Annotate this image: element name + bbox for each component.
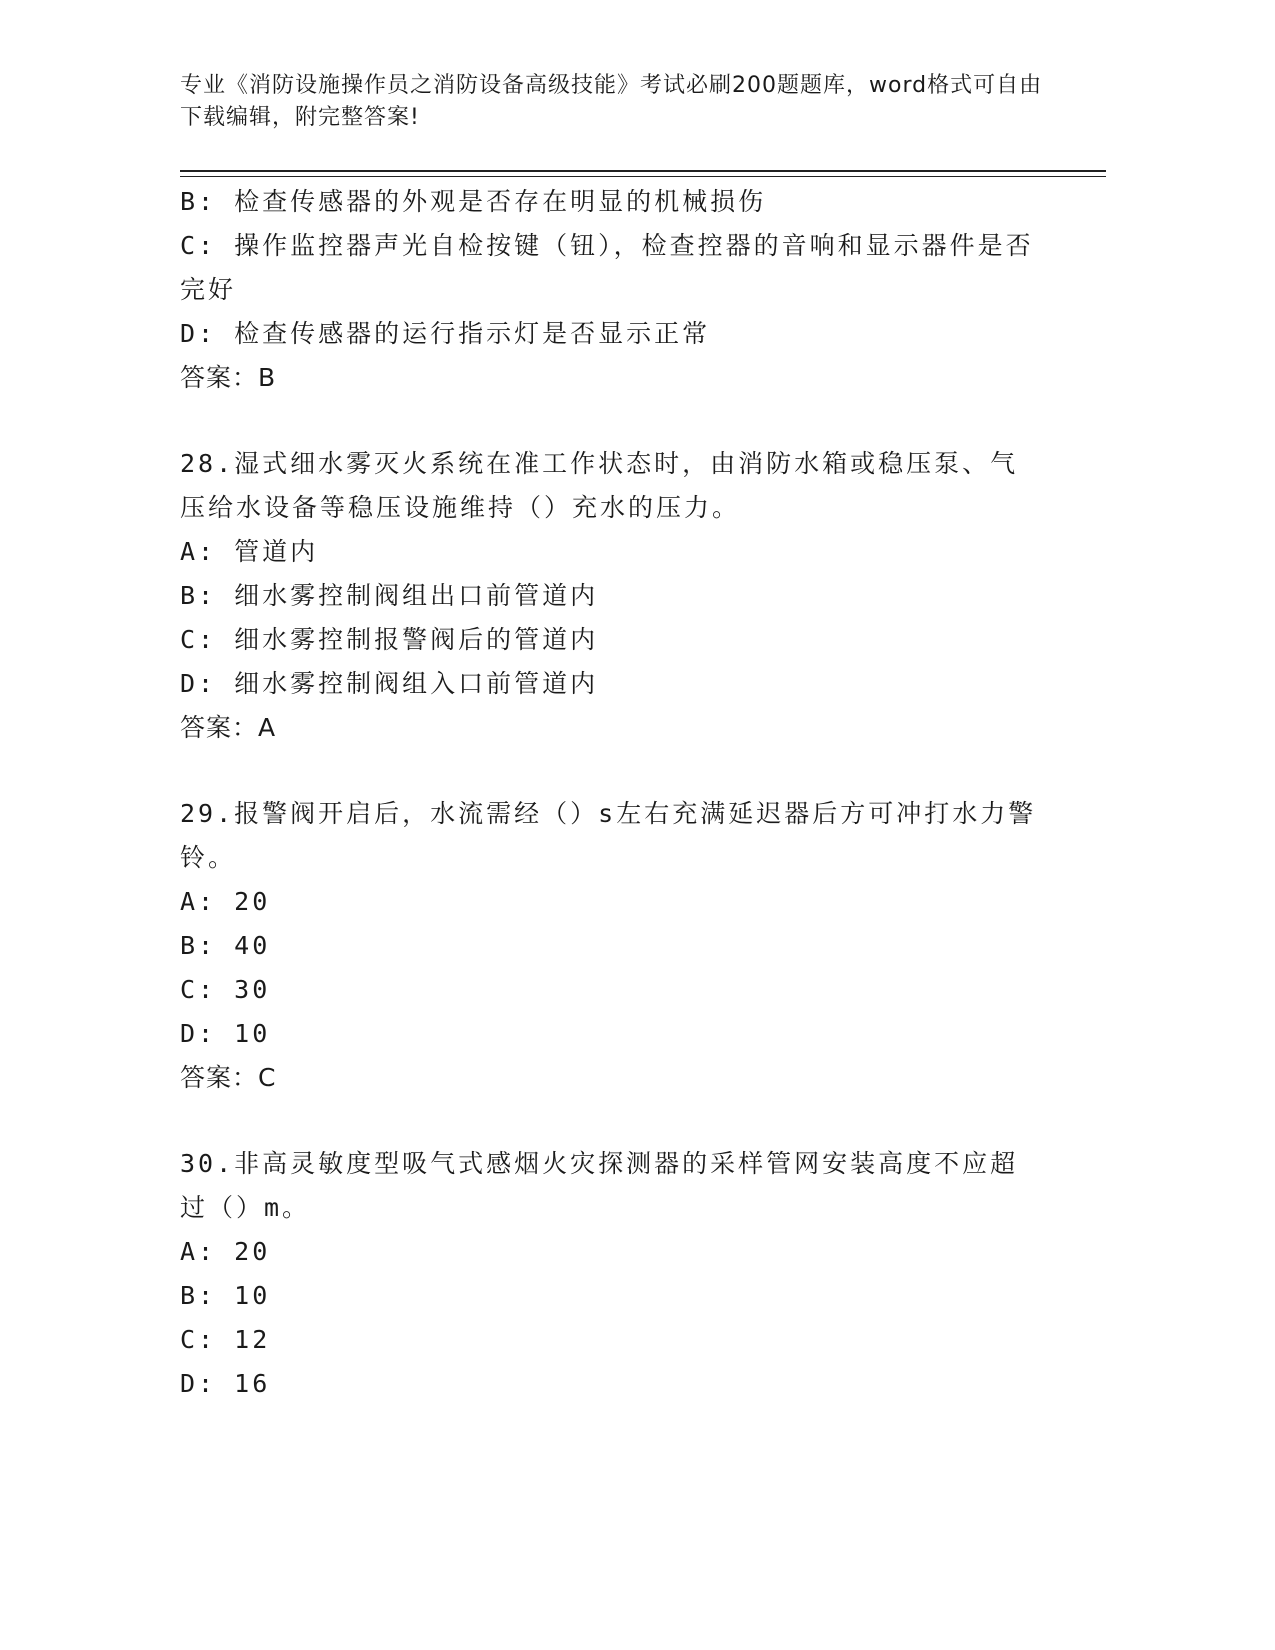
question-27-continued (180, 180, 1040, 400)
question-stem: 28.湿式细水雾灭火系统在准工作状态时，由消防水箱或稳压泵、气压给水设备等稳压设施维持（）充水的压力。 (180, 449, 1019, 522)
document-header: 专业《消防设施操作员之消防设备高级技能》考试必刷200题题库，word格式可自由下载编辑，附完整答案! (180, 73, 1043, 130)
document-body (180, 180, 1040, 1406)
answer: 答案：B (180, 363, 277, 392)
option-c: C: 操作监控器声光自检按键（钮），检查控器的音响和显示器件是否完好 (180, 231, 1034, 304)
option-c: C: 30 (180, 975, 271, 1004)
option-b: B: 检查传感器的外观是否存在明显的机械损伤 (180, 187, 767, 216)
question-stem: 29.报警阀开启后，水流需经（）s左右充满延迟器后方可冲打水力警铃。 (180, 799, 1037, 872)
option-b: B: 10 (180, 1281, 271, 1310)
question-28 (180, 442, 1040, 750)
header-rule-top (180, 170, 1106, 172)
question-29 (180, 792, 1040, 1100)
option-a: A: 管道内 (180, 537, 319, 566)
option-a: A: 20 (180, 1237, 271, 1266)
question-stem: 30.非高灵敏度型吸气式感烟火灾探测器的采样管网安装高度不应超过（）m。 (180, 1149, 1019, 1222)
answer: 答案：C (180, 1063, 277, 1092)
option-a: A: 20 (180, 887, 271, 916)
option-d: D: 检查传感器的运行指示灯是否显示正常 (180, 319, 711, 348)
option-c: C: 细水雾控制报警阀后的管道内 (180, 625, 599, 654)
option-b: B: 40 (180, 931, 271, 960)
option-d: D: 16 (180, 1369, 271, 1398)
answer: 答案：A (180, 713, 277, 742)
option-d: D: 10 (180, 1019, 271, 1048)
question-30 (180, 1142, 1040, 1406)
option-c: C: 12 (180, 1325, 271, 1354)
header-rule-bottom (180, 176, 1106, 177)
option-d: D: 细水雾控制阀组入口前管道内 (180, 669, 599, 698)
option-b: B: 细水雾控制阀组出口前管道内 (180, 581, 599, 610)
